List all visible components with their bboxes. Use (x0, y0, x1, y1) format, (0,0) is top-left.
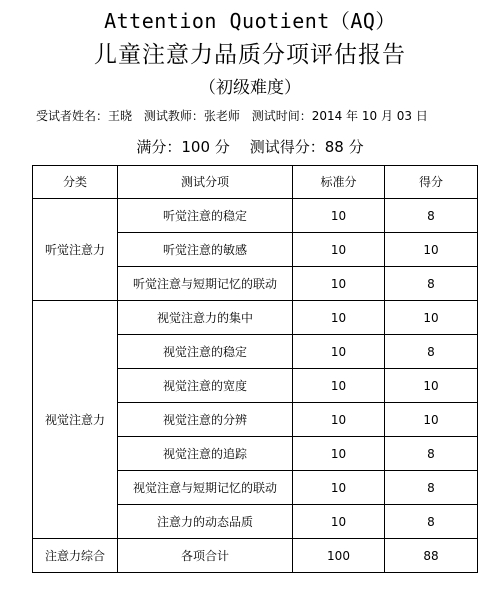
obtained-score: 测试得分：88 分 (249, 138, 364, 156)
difficulty-subtitle: （初级难度） (199, 78, 301, 98)
score-cell: 10 (385, 301, 478, 335)
category-cell: 视觉注意力 (33, 301, 118, 539)
score-cell: 88 (385, 539, 478, 573)
standard-cell: 10 (293, 233, 385, 267)
item-cell: 听觉注意的稳定 (118, 199, 293, 233)
report-title-en: Attention Quotient（AQ） (104, 9, 396, 33)
score-cell: 10 (385, 369, 478, 403)
test-date: 测试时间：2014 年 10 月 03 日 (251, 109, 428, 123)
examinee-name: 受试者姓名：王晓 (36, 109, 133, 123)
table-header-row (33, 166, 478, 199)
score-cell: 8 (385, 471, 478, 505)
category-cell: 听觉注意力 (33, 199, 118, 301)
item-cell: 听觉注意与短期记忆的联动 (118, 267, 293, 301)
score-summary (0, 137, 500, 157)
score-cell: 8 (385, 437, 478, 471)
standard-cell: 10 (293, 437, 385, 471)
standard-cell: 100 (293, 539, 385, 573)
category-cell: 注意力综合 (33, 539, 118, 573)
item-cell: 视觉注意的追踪 (118, 437, 293, 471)
item-cell: 注意力的动态品质 (118, 505, 293, 539)
score-cell: 8 (385, 267, 478, 301)
standard-cell: 10 (293, 369, 385, 403)
item-cell: 视觉注意的分辨 (118, 403, 293, 437)
item-cell: 视觉注意力的集中 (118, 301, 293, 335)
standard-cell: 10 (293, 199, 385, 233)
report-title-cn: 儿童注意力品质分项评估报告 (94, 42, 406, 68)
header-category: 分类 (33, 166, 118, 199)
item-cell: 听觉注意的敏感 (118, 233, 293, 267)
table-row-total (33, 539, 478, 573)
standard-cell: 10 (293, 471, 385, 505)
header-score: 得分 (385, 166, 478, 199)
full-score: 满分：100 分 (136, 138, 230, 156)
teacher-name: 测试教师：张老师 (143, 109, 240, 123)
score-table (32, 165, 478, 573)
header-item: 测试分项 (118, 166, 293, 199)
table-row (33, 199, 478, 233)
standard-cell: 10 (293, 505, 385, 539)
item-cell: 各项合计 (118, 539, 293, 573)
item-cell: 视觉注意的稳定 (118, 335, 293, 369)
score-cell: 10 (385, 233, 478, 267)
score-cell: 8 (385, 505, 478, 539)
header-standard: 标准分 (293, 166, 385, 199)
standard-cell: 10 (293, 403, 385, 437)
score-cell: 8 (385, 199, 478, 233)
standard-cell: 10 (293, 301, 385, 335)
score-cell: 8 (385, 335, 478, 369)
score-cell: 10 (385, 403, 478, 437)
item-cell: 视觉注意与短期记忆的联动 (118, 471, 293, 505)
standard-cell: 10 (293, 335, 385, 369)
test-info-line (36, 108, 436, 124)
item-cell: 视觉注意的宽度 (118, 369, 293, 403)
standard-cell: 10 (293, 267, 385, 301)
table-row (33, 301, 478, 335)
